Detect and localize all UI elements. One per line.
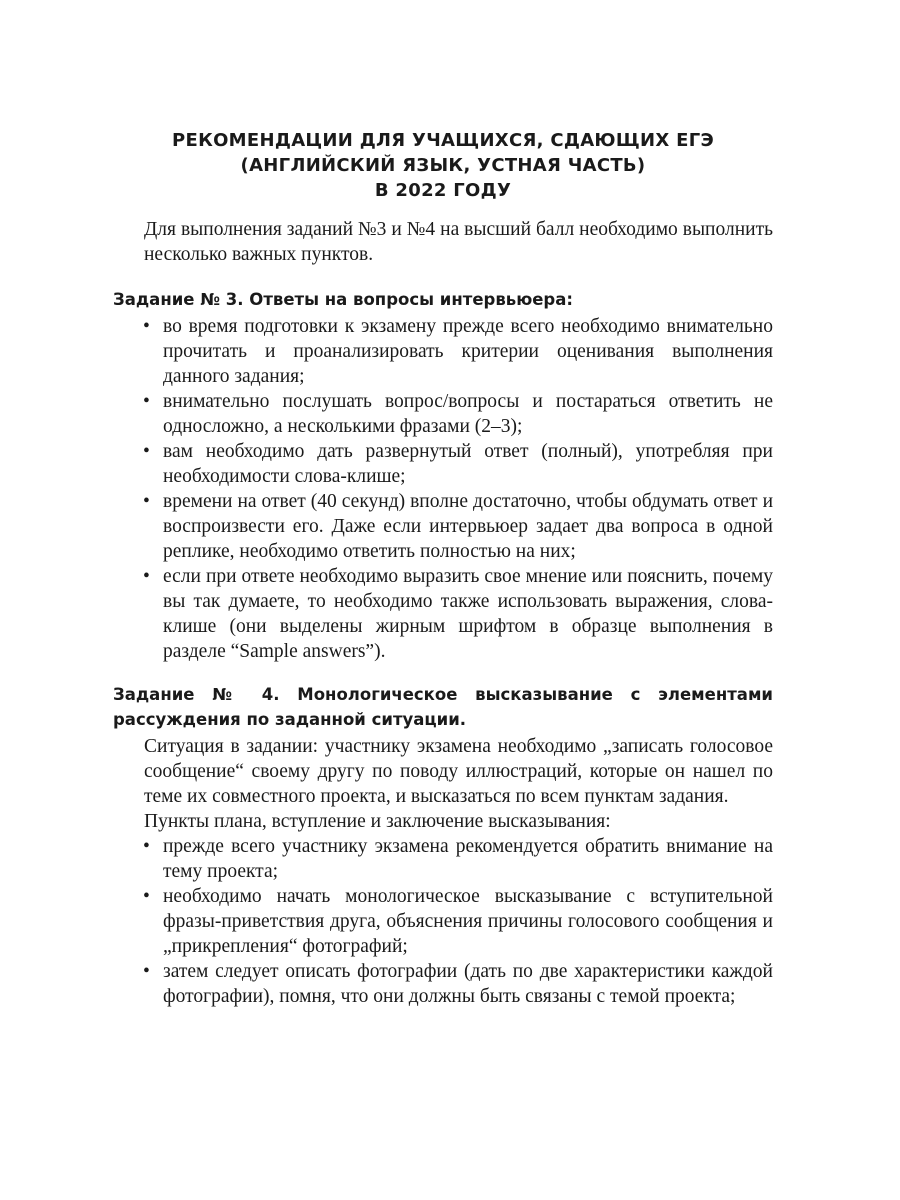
list-item-text: внимательно послушать вопрос/вопросы и постараться ответить не односложно, а несколькими фразами (2–3); [163, 391, 773, 437]
intro-paragraph: Для выполнения заданий №3 и №4 на высший балл необходимо выполнить несколько важных пунктов. [144, 219, 773, 265]
bullet-mark: • [143, 441, 150, 462]
title-line-3: В 2022 ГОДУ [374, 180, 512, 201]
list-item-text: прежде всего участнику экзамена рекомендуется обратить внимание на тему проекта; [163, 836, 773, 882]
list-item [113, 564, 773, 664]
list-item-text: необходимо начать монологическое высказывание с вступительной фразы-приветствия друга, объяснения причины голосового сообщения и „прикрепления“ фотографий; [163, 886, 773, 957]
bullet-mark: • [143, 391, 150, 412]
list-item-text: во время подготовки к экзамену прежде всего необходимо внимательно прочитать и проанализировать критерии оценивания выполнения данного задания; [163, 316, 773, 387]
title-line-2: (АНГЛИЙСКИЙ ЯЗЫК, УСТНАЯ ЧАСТЬ) [240, 155, 646, 176]
bullet-mark: • [143, 316, 150, 337]
list-item [113, 314, 773, 389]
list-item [113, 959, 773, 1009]
task4-situation-paragraph: Ситуация в задании: участнику экзамена необходимо „записать голосовое сообщение“ своему другу по поводу иллюстраций, которые он нашел по теме их совместного проекта, и высказаться по всем пунктам задания. [144, 736, 773, 807]
list-item [113, 489, 773, 564]
list-item [113, 834, 773, 884]
document-page [113, 128, 773, 1009]
bullet-mark: • [143, 491, 150, 512]
task3-bullet-list [113, 314, 773, 664]
task3-heading: Задание № 3. Ответы на вопросы интервьюера: [113, 290, 573, 309]
title-line-1: РЕКОМЕНДАЦИИ ДЛЯ УЧАЩИХСЯ, СДАЮЩИХ ЕГЭ [171, 130, 715, 151]
bullet-mark: • [143, 961, 150, 982]
bullet-mark: • [143, 566, 150, 587]
list-item [113, 439, 773, 489]
bullet-mark: • [143, 886, 150, 907]
list-item [113, 389, 773, 439]
list-item-text: затем следует описать фотографии (дать по две характеристики каждой фотографии), помня, что они должны быть связаны с темой проекта; [163, 961, 773, 1007]
list-item-text: времени на ответ (40 секунд) вполне достаточно, чтобы обдумать ответ и воспроизвести его. Даже если интервьюер задает два вопроса в одной реплике, необходимо ответить полностью на них; [163, 491, 773, 562]
task4-bullet-list [113, 834, 773, 1009]
list-item-text: если при ответе необходимо выразить свое мнение или пояснить, почему вы так думаете, то необходимо также использовать выражения, слова-клише (они выделены жирным шрифтом в образце выполнения в разделе “Sample answers”). [163, 566, 773, 662]
task4-heading: Задание № 4. Монологическое высказывание с элементами рассуждения по заданной ситуации. [113, 685, 773, 729]
task4-plan-intro: Пункты плана, вступление и заключение высказывания: [144, 811, 611, 832]
list-item [113, 884, 773, 959]
bullet-mark: • [143, 836, 150, 857]
page-title [113, 128, 773, 203]
list-item-text: вам необходимо дать развернутый ответ (полный), употребляя при необходимости слова-клише; [163, 441, 773, 487]
